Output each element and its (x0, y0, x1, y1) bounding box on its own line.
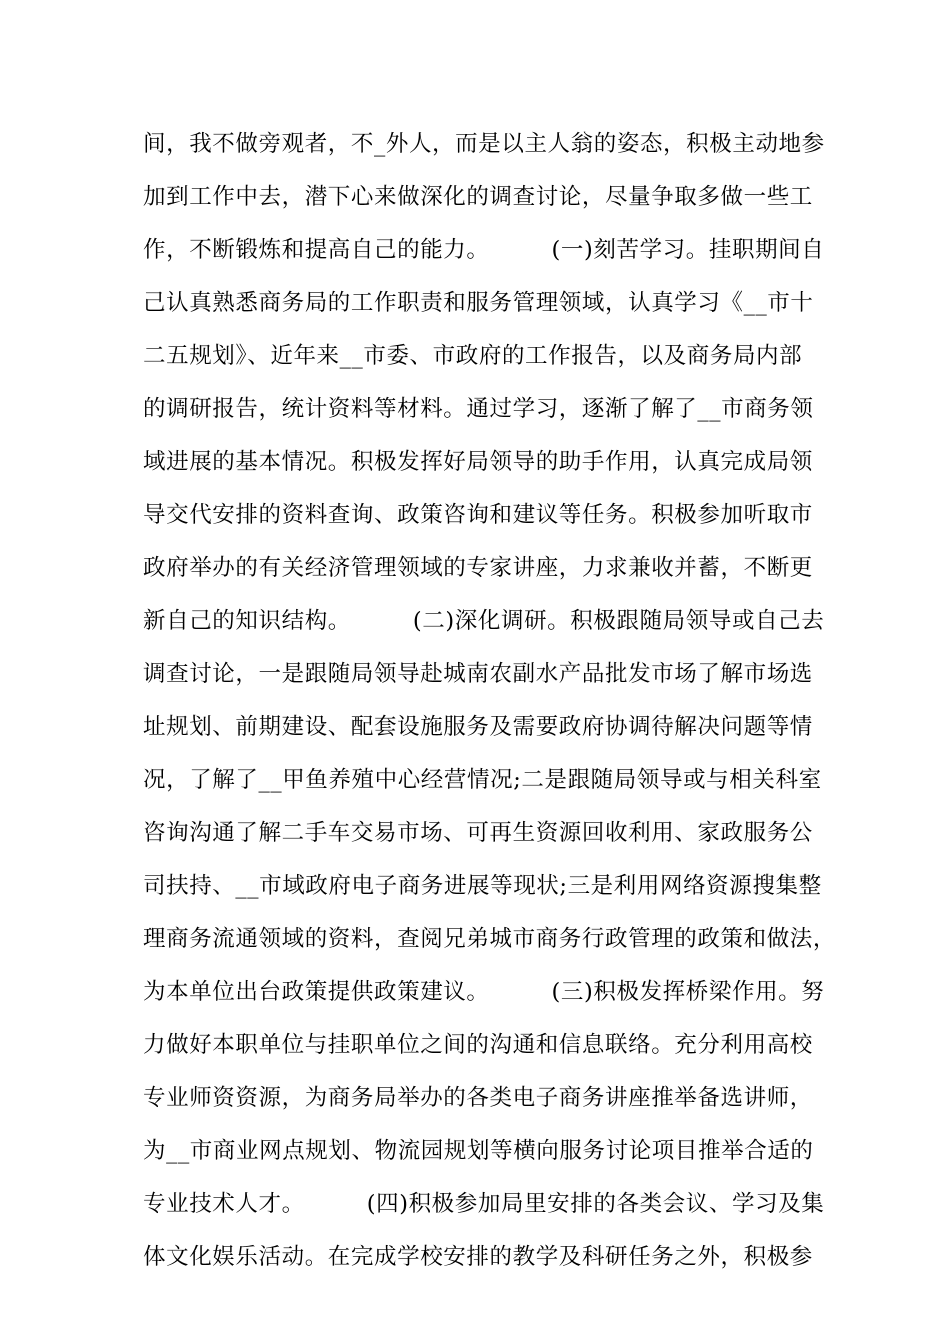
text-line: 理商务流通领域的资料，查阅兄弟城市商务行政管理的政策和做法， (143, 926, 837, 952)
text-line: 专业师资资源，为商务局举办的各类电子商务讲座推举备选讲师， (143, 1085, 813, 1111)
text-line: 况，了解了__甲鱼养殖中心经营情况;二是跟随局领导或与相关科室 (143, 767, 822, 793)
text-line: 加到工作中去，潜下心来做深化的调查讨论，尽量争取多做一些工 (143, 184, 813, 210)
text-line: 己认真熟悉商务局的工作职责和服务管理领域，认真学习《__市十 (143, 290, 814, 316)
text-line: 为本单位出台政策提供政策建议。 (三)积极发挥桥梁作用。努 (143, 979, 825, 1005)
text-line: 域进展的基本情况。积极发挥好局领导的助手作用，认真完成局领 (143, 449, 813, 475)
text-line: 专业技术人才。 (四)积极参加局里安排的各类会议、学习及集 (143, 1191, 825, 1217)
text-line: 间，我不做旁观者，不_外人，而是以主人翁的姿态，积极主动地参 (143, 131, 825, 157)
text-line: 调查讨论，一是跟随局领导赴城南农副水产品批发市场了解市场选 (143, 661, 813, 687)
text-line: 咨询沟通了解二手车交易市场、可再生资源回收利用、家政服务公 (143, 820, 813, 846)
text-line: 政府举办的有关经济管理领域的专家讲座，力求兼收并蓄，不断更 (143, 555, 813, 581)
text-line: 力做好本职单位与挂职单位之间的沟通和信息联络。充分利用高校 (143, 1032, 813, 1058)
text-line: 作，不断锻炼和提高自己的能力。 (一)刻苦学习。挂职期间自 (143, 237, 825, 263)
text-line: 址规划、前期建设、配套设施服务及需要政府协调待解决问题等情 (143, 714, 813, 740)
text-line: 导交代安排的资料查询、政策咨询和建议等任务。积极参加听取市 (143, 502, 813, 528)
text-line: 的调研报告，统计资料等材料。通过学习，逐渐了解了__市商务领 (143, 396, 814, 422)
text-line: 为__市商业网点规划、物流园规划等横向服务讨论项目推举合适的 (143, 1138, 814, 1164)
text-line: 新自己的知识结构。 (二)深化调研。积极跟随局领导或自己去 (143, 608, 825, 634)
text-line: 二五规划》、近年来__市委、市政府的工作报告，以及商务局内部 (143, 343, 803, 369)
text-line: 体文化娱乐活动。在完成学校安排的教学及科研任务之外，积极参 (143, 1244, 813, 1270)
text-line: 司扶持、__市域政府电子商务进展等现状;三是利用网络资源搜集整 (143, 873, 822, 899)
